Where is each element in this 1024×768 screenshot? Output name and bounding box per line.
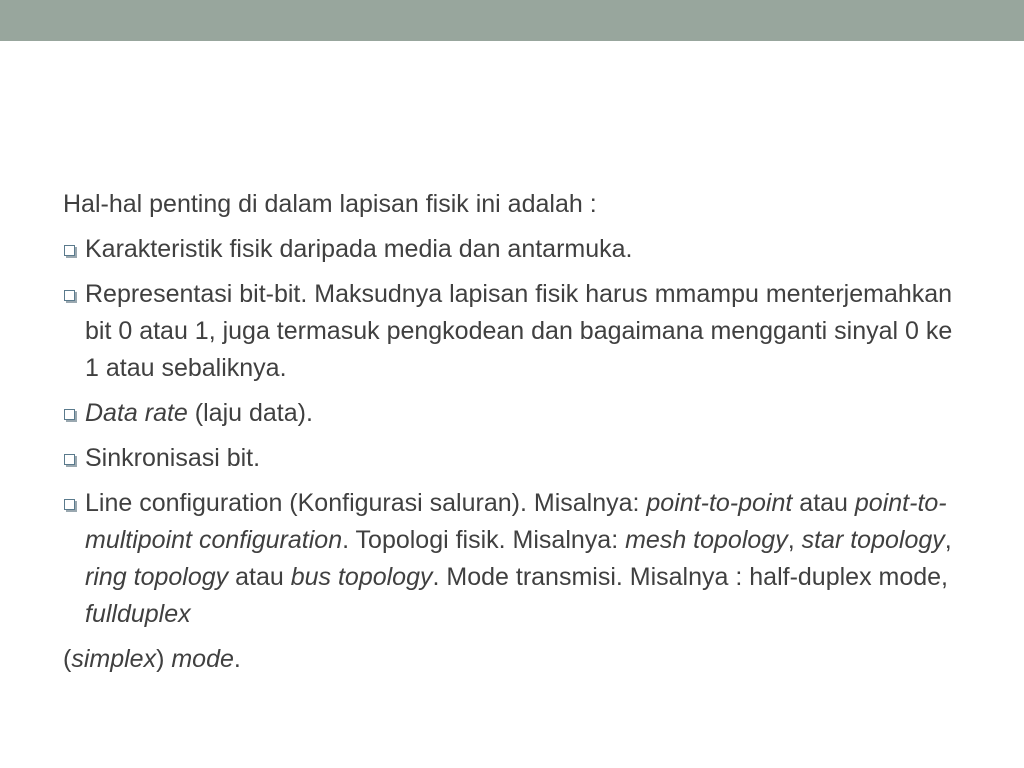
bullet-item [63,395,963,432]
bullet-text [85,399,313,427]
hollow-square-bullet-icon [64,245,75,256]
text-segment: ) [156,645,172,673]
text-segment: . Topologi fisik. Misalnya: [342,526,626,554]
bullet-item [63,440,963,477]
text-segment: point-to-point [646,489,793,517]
text-segment: star topology [801,526,945,554]
text-segment: atau [792,489,855,517]
bullet-list [63,231,963,633]
text-segment: , [787,526,802,554]
bullet-item [63,485,963,633]
text-segment: Data rate [85,399,188,427]
hollow-square-bullet-icon [64,499,75,510]
text-segment: atau [228,563,291,591]
text-segment: Sinkronisasi bit. [85,444,261,472]
bullet-item [63,276,963,387]
bullet-item [63,231,963,268]
text-segment: . Mode transmisi. Misalnya : half-duplex mode, [432,563,948,591]
bullet-text [85,444,260,472]
text-segment: mesh topology [625,526,788,554]
bullet-text [85,280,952,382]
text-segment: simplex [71,645,157,673]
text-segment: point-to-multipoint configuration [85,489,947,554]
intro-text: Hal-hal penting di dalam lapisan fisik ini adalah : [63,190,597,218]
text-segment: mode [171,645,234,673]
closing-text [63,641,963,678]
text-segment: bus topology [290,563,433,591]
bullet-text [85,235,633,263]
bullet-text [85,489,952,628]
text-segment: . [233,645,241,673]
slide-body [63,186,963,686]
hollow-square-bullet-icon [64,409,75,420]
text-segment: ring topology [85,563,229,591]
hollow-square-bullet-icon [64,290,75,301]
text-segment: , [944,526,952,554]
text-segment: Karakteristik fisik daripada media dan antarmuka. [85,235,633,263]
slide-top-bar [0,0,1024,41]
text-segment: Representasi bit-bit. Maksudnya lapisan fisik harus mmampu menterjemahkan bit 0 atau 1, juga termasuk pengkodean dan bagaimana mengganti sinyal 0 ke 1 atau sebaliknya. [85,280,953,382]
hollow-square-bullet-icon [64,454,75,465]
text-segment: (laju data). [187,399,313,427]
text-segment: Line configuration (Konfigurasi saluran). Misalnya: [85,489,647,517]
text-segment: ( [63,645,72,673]
text-segment: fullduplex [85,600,191,628]
